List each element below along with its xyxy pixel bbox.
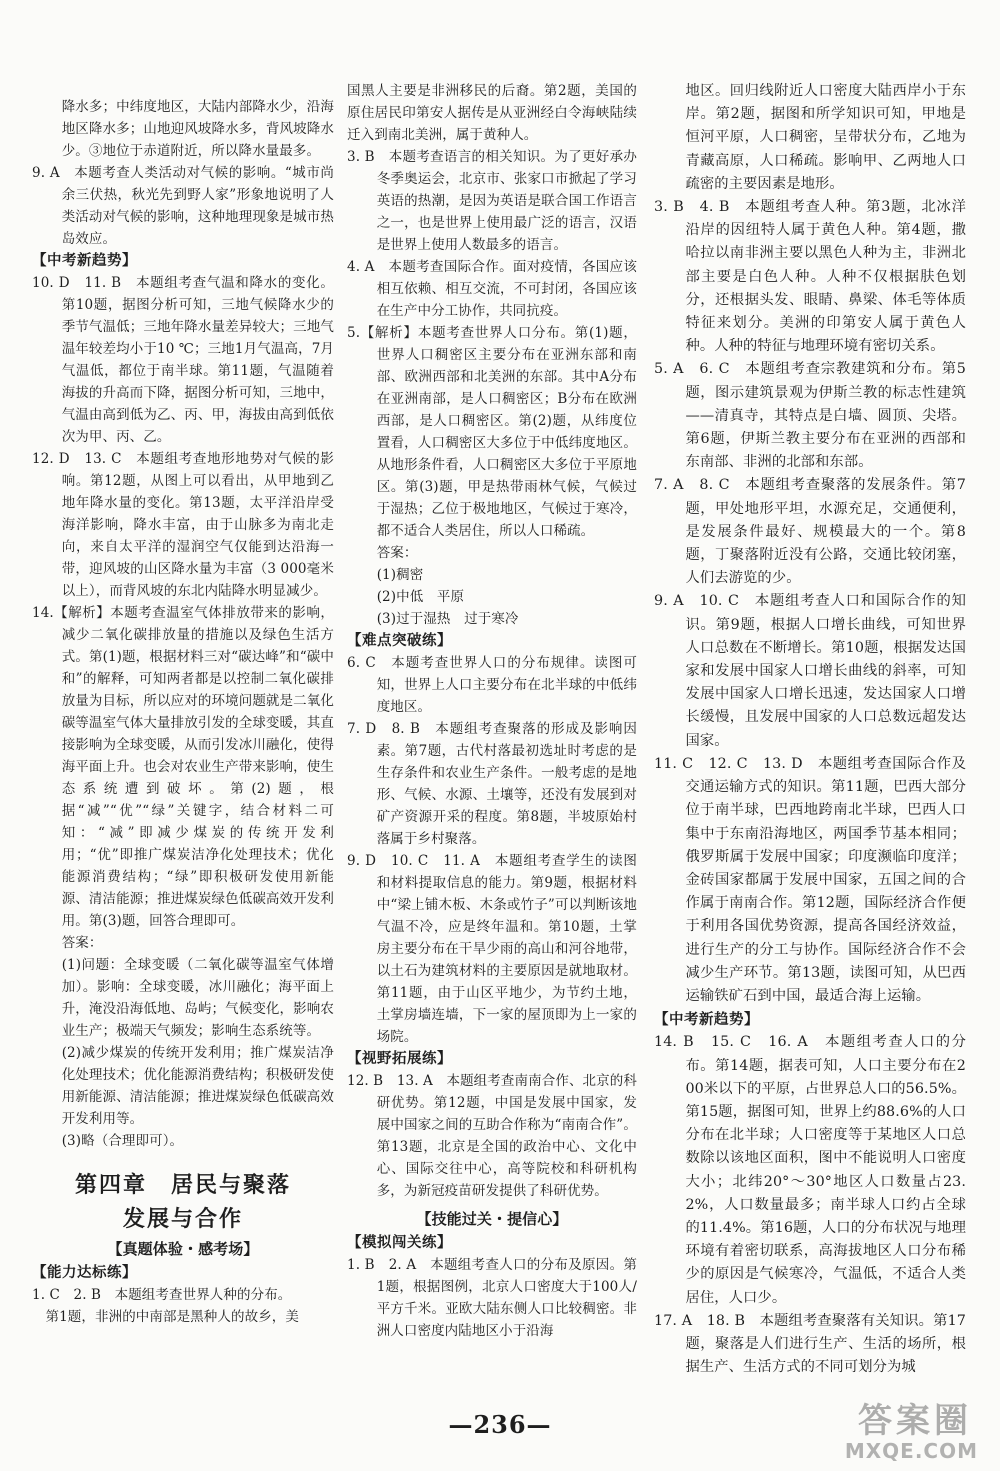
answer-q7-8: 7. D 8. B 本题组考查聚落的形成及影响因素。第7题，古代村落最初选址时考虑的是生存条件和农业生产条件。一般考虑的是地形、气候、水源、土壤等，还没有发展到对矿产资源开采的程度。第8题，半坡原始村落属于乡村聚落。 [347,721,637,847]
answer-part-2: (2)中低 平原 [376,589,465,605]
section-heading: 【能力达标练】 [32,1264,137,1281]
watermark-logo [792,1393,982,1463]
answer-q12-13: 12. B 13. A 本题组考查南南合作、北京的科研优势。第12题，中国是发展中国家，发展中国家之间的互助合作称为“南南合作”。第13题，北京是全国的政治中心、文化中心、国际交往中心，高等院校和科研机构多，为新冠疫苗研发提供了科研优势。 [347,1073,637,1199]
answer-part-1: (1)问题：全球变暖（二氧化碳等温室气体增加）。影响：全球变暖，冰川融化；海平面上升，淹没沿海低地、岛屿；气候变化，影响农业生产；极端天气频发；影响生态系统等。 [61,957,334,1039]
answer-label: 答案： [376,545,418,561]
section-heading: 【难点突破练】 [347,632,452,649]
answer-q6: 6. C 本题考查世界人口的分布规律。读图可知，世界上人口主要分布在北半球的中低纬度地区。 [347,655,637,715]
answer-part-3: (3)略（合理即可）。 [61,1133,184,1149]
answer-q9-10: 9. A 10. C 本题组考查人口和国际合作的知识。第9题，根据人口增长曲线，可知世界人口总数在不断增长。第10题，根据发达国家和发展中国家人口增长曲线的斜率，可知发展中国家人口增长迅速，发达国家人口增长缓慢，且发展中国家的人口总数远超发达国家。 [654,593,966,749]
section-heading: 【中考新趋势】 [654,1011,759,1029]
paragraph-continuation: 地区。回归线附近人口密度大陆西岸小于东岸。第2题，据图和所学知识可知，甲地是恒河平原，人口稠密，呈带状分布，乙地为青藏高原，人口稀疏。影响甲、乙两地人口疏密的主要因素是地形。 [685,83,966,192]
answer-q5: 5.【解析】本题考查世界人口分布。第(1)题，世界人口稠密区主要分布在亚洲东部和南部、欧洲西部和北美洲的东部。其中A分布在亚洲南部，是人口稠密区；B分布在欧洲西部，是人口稠密区。第(2)题，从纬度位置看，人口稠密区大多位于中低纬度地区。从地形条件看，人口稠密区大多位于平原地区。第(3)题，甲是热带雨林气候，气候过于湿热；乙位于极地地区，气候过于寒冷，都不适合人类居住，所以人口稀疏。 [347,325,637,539]
answer-q3: 3. B 本题考查语言的相关知识。为了更好承办冬季奥运会，北京市、张家口市掀起了学习英语的热潮，是因为英语是联合国工作语言之一，也是世界上使用最广泛的语言，汉语是世界上使用人数最多的语言。 [347,149,637,253]
answer-q5-6: 5. A 6. C 本题组考查宗教建筑和分布。第5题，图示建筑景观为伊斯兰教的标志性建筑——清真寺，其特点是白墙、圆顶、尖塔。第6题，伊斯兰教主要分布在亚洲的西部和东南部、非洲的北部和东部。 [654,361,966,471]
answer-q1-2-cont: 第1题，非洲的中南部是黑种人的故乡，美 [45,1309,299,1325]
paragraph-continuation: 降水多；中纬度地区，大陆内部降水少，沿海地区降水多；山地迎风坡降水多，背风坡降水少。③地位于赤道附近，所以降水量最多。 [61,99,334,159]
column-middle [347,80,637,1342]
chapter-title: 第四章 居民与聚落 [74,1172,291,1197]
answer-q9: 9. A 本题考查人类活动对气候的影响。“城市尚余三伏热，秋光先到野人家”形象地说明了人类活动对气候的影响，这种地理现象是城市热岛效应。 [32,165,334,247]
answer-q9-11: 9. D 10. C 11. A 本题组考查学生的读图和材料提取信息的能力。第9题，根据材料中“梁上铺木板、木条或竹子”可以判断该地气温不冷，应是终年温和。第10题，土掌房主要分布在干旱少雨的高山和河谷地带，以土石为建筑材料的主要原因是就地取材。第11题，由于山区平地少，为节约土地，土掌房墙连墙，下一家的屋顶即为上一家的场院。 [347,853,637,1045]
answer-q17-18: 17. A 18. B 本题组考查聚落有关知识。第17题，聚落是人们进行生产、生活的场所，根据生产、生活方式的不同可划分为城 [654,1312,966,1376]
answer-part-1: (1)稠密 [376,567,424,583]
answer-part-3: (3)过于湿热 过于寒冷 [376,611,519,627]
chapter-subtitle: 发展与合作 [122,1206,243,1231]
answer-q14: 14.【解析】本题考查温室气体排放带来的影响，减少二氧化碳排放量的措施以及绿色生活方式。第(1)题，根据材料三对“碳达峰”和“碳中和”的解释，可知两者都是以控制二氧化碳排放量为目标，所以应对的环境问题就是二氧化碳等温室气体大量排放引发的全球变暖，其直接影响为全球变暖，从而引发冰川融化，使得海平面上升。也会对农业生产带来影响，使生态系统遭到破坏。第(2)题，根据“减”“优”“绿”关键字，结合材料二可知：“减”即减少煤炭的传统开发利用；“优”即推广煤炭洁净化处理技术；优化能源消费结构；“绿”即积极研发使用新能源、清洁能源；推进煤炭绿色低碳高效开发利用。第(3)题，回答合理即可。 [32,605,334,929]
watermark-text: 答案圈 [858,1401,972,1441]
section-heading: 【模拟闯关练】 [347,1234,452,1251]
answer-q14-16: 14. B 15. C 16. A 本题组考查人口的分布。第14题，据表可知，人口主要分布在200米以下的平原，占世界总人口的56.5%。第15题，据图可知，世界上约88.6%的人口分布在北半球；人口密度等于某地区人口总数除以该地区面积，图中不能说明人口密度大小；北纬20°～30°地区人口数量占23.2%，人口数量最多；南半球人口约占全球的11.4%。第16题，人口的分布状况与地理环境有着密切联系，高海拔地区人口分布稀少的原因是气候寒冷，气温低，不适合人类居住，人口少。 [654,1034,966,1306]
answer-q1-2: 1. B 2. A 本题组考查人口的分布及原因。第1题，根据图例，北京人口密度大于100人/平方千米。亚欧大陆东侧人口比较稠密。非洲人口密度内陆地区小于沿海 [347,1257,637,1339]
answer-q3-4: 3. B 4. B 本题组考查人种。第3题，北冰洋沿岸的因纽特人属于黄色人种。第4题，撒哈拉以南非洲主要以黑色人种为主，非洲北部主要是白色人种。人种不仅根据肤色划分，还根据头发、眼睛、鼻梁、体毛等体质特征来划分。美洲的印第安人属于黄色人种。人种的特征与地理环境有密切关系。 [654,199,966,355]
answer-q4: 4. A 本题考查国际合作。面对疫情，各国应该相互依赖、相互交流，不可封闭，各国应该在生产中分工协作，共同抗疫。 [347,259,637,319]
answer-q1-2: 1. C 2. B 本题组考查世界人种的分布。 [32,1287,292,1303]
answer-q7-8: 7. A 8. C 本题组考查聚落的发展条件。第7题，甲处地形平坦，水源充足，交通便利，是发展条件最好、规模最大的一个。第8题，丁聚落附近没有公路，交通比较闭塞，人们去游览的少。 [654,477,966,587]
page-number: —236— [448,1410,552,1439]
banner-heading: 【真题体验・感考场】 [107,1240,259,1258]
column-left [32,96,334,1328]
watermark-url: MXQE.COM [844,1439,978,1463]
answer-label: 答案： [61,935,103,951]
answer-q10-11: 10. D 11. B 本题组考查气温和降水的变化。第10题，据图分析可知，三地气候降水少的季节气温低；三地年降水量差异较大；三地气温年较差均小于10 ℃；三地1月气温高，7月气温低，都位于南半球。第11题，气温随着海拔的升高而下降，据图分析可知，三地中，气温由高到低为乙、丙、甲，海拔由高到低依次为甲、丙、乙。 [32,275,334,445]
paragraph-continuation: 国黑人主要是非洲移民的后裔。第2题，美国的原住居民印第安人据传是从亚洲经白令海峡陆续迁入到南北美洲，属于黄种人。 [347,83,637,143]
section-heading: 【视野拓展练】 [347,1050,452,1067]
answer-part-2: (2)减少煤炭的传统开发利用；推广煤炭洁净化处理技术；优化能源消费结构；积极研发使用新能源、清洁能源；推进煤炭绿色低碳高效开发利用等。 [61,1045,334,1127]
section-heading: 【中考新趋势】 [32,252,137,269]
answer-q11-13: 11. C 12. C 13. D 本题组考查国际合作及交通运输方式的知识。第11题，巴西大部分位于南半球，巴西地跨南北半球，巴西人口集中于东南沿海地区，两国季节基本相同；俄罗斯属于发展中国家；印度濒临印度洋；金砖国家都属于发展中国家，五国之间的合作属于南南合作。第12题，国际经济合作便于利用各国优势资源，提高各国经济效益，进行生产的分工与协作。国际经济合作不会减少生产环节。第13题，读图可知，从巴西运输铁矿石到中国，最适合海上运输。 [654,755,966,1004]
column-right [654,80,966,1379]
banner-heading: 【技能过关・提信心】 [416,1210,568,1228]
answer-q12-13: 12. D 13. C 本题组考查地形地势对气候的影响。第12题，从图上可以看出，从甲地到乙地年降水量的变化。第13题，太平洋沿岸受海洋影响，降水丰富，由于山脉多为南北走向，来自太平洋的湿润空气仅能到达沿海一带，迎风坡的山区降水量为丰富（3 000毫米以上），而背风坡的东北内陆降水明显减少。 [32,451,334,599]
